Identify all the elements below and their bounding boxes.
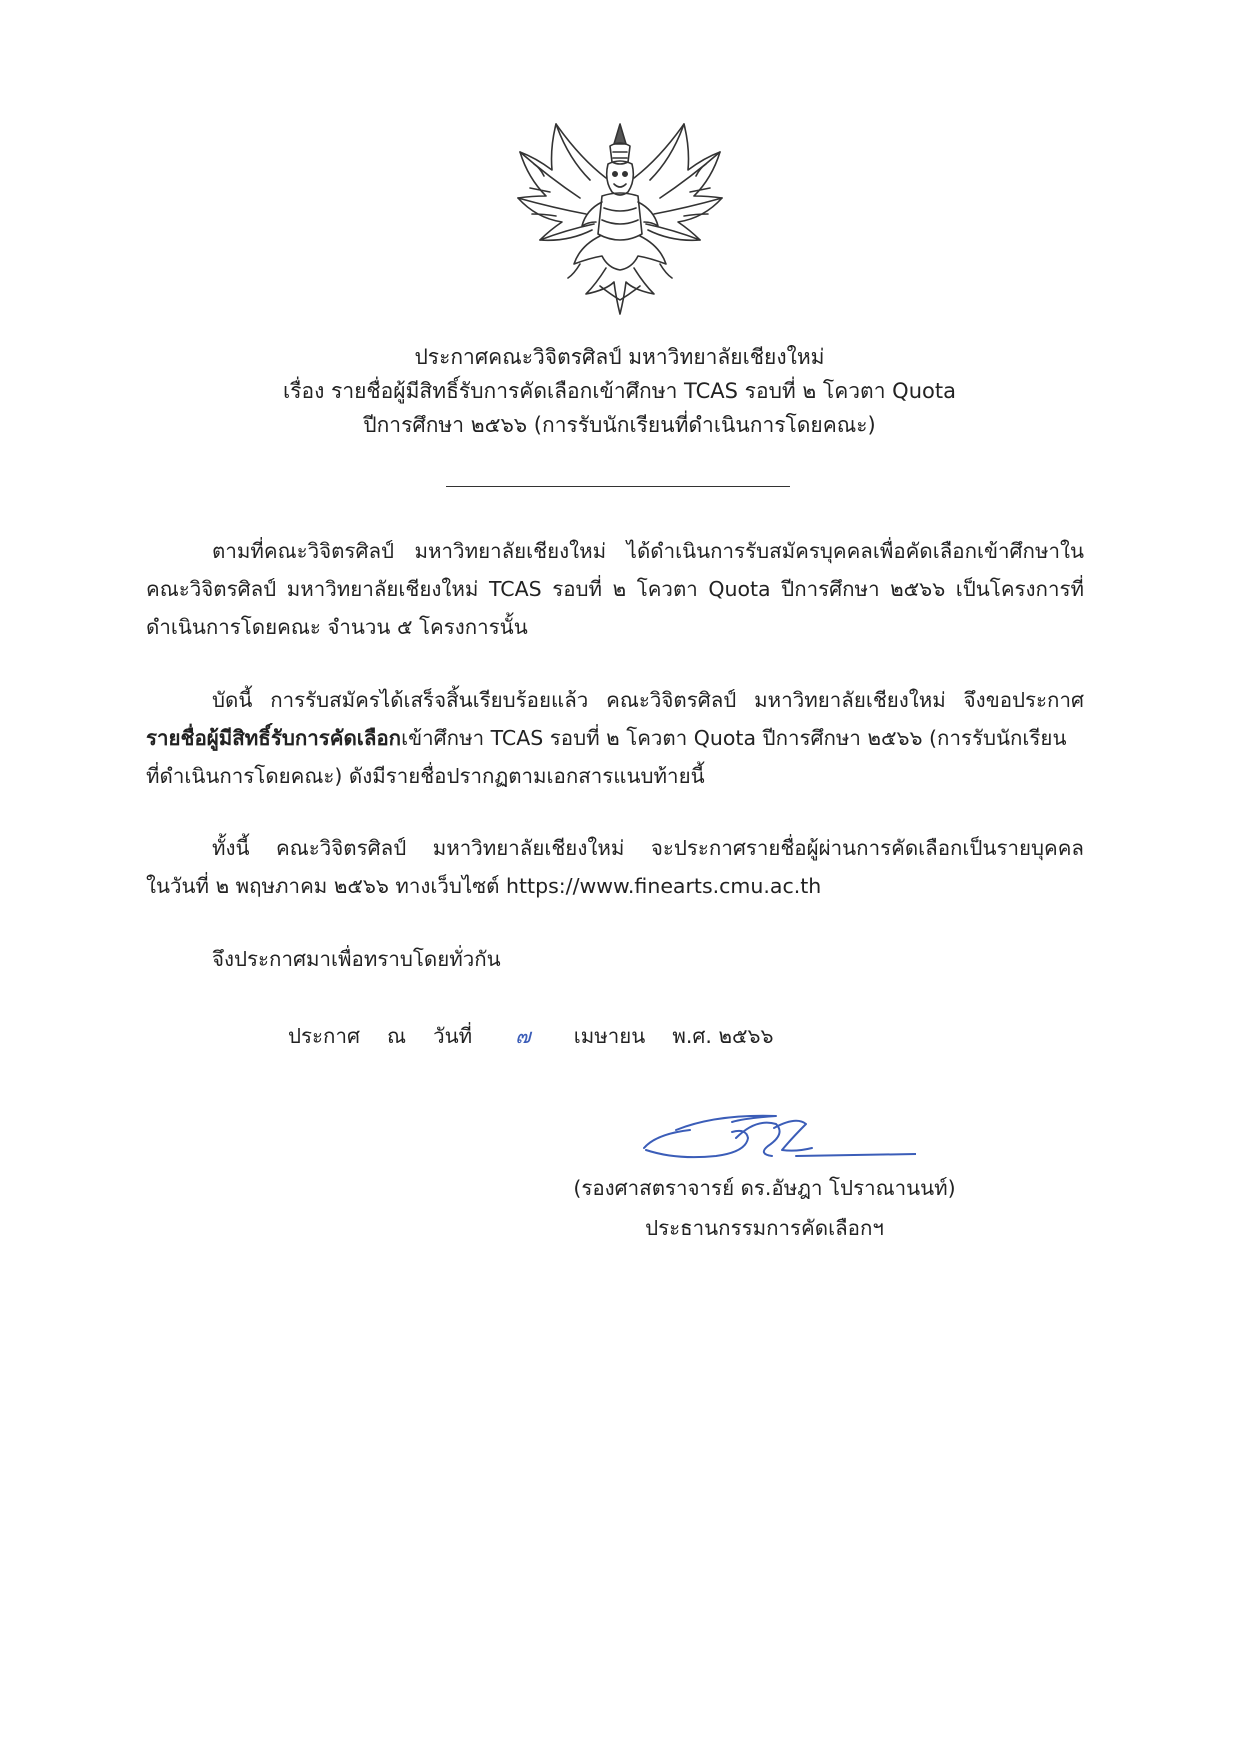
announcement-subject: เรื่อง รายชื่อผู้มีสิทธิ์รับการคัดเลือกเข้าศึกษา TCAS รอบที่ ๒ โควตา Quota: [283, 379, 956, 403]
announcement-date: [288, 1018, 774, 1054]
garuda-emblem-icon: [510, 118, 730, 318]
announcement-subject-continued: ปีการศึกษา ๒๕๖๖ (การรับนักเรียนที่ดำเนินการโดยคณะ): [363, 413, 876, 437]
paragraph-background: [146, 532, 1084, 646]
paragraph-line: ทั้งนี้ คณะวิจิตรศิลป์ มหาวิทยาลัยเชียงใหม่ จะประกาศรายชื่อผู้ผ่านการคัดเลือกเป็นรายบุคคล: [212, 836, 1084, 860]
paragraph-line-rest: เข้าศึกษา TCAS รอบที่ ๒ โควตา Quota ปีการศึกษา ๒๕๖๖ (การรับนักเรียน: [401, 726, 1067, 750]
paragraph-line-mixed: [146, 719, 1084, 757]
paragraph-line: ตามที่คณะวิจิตรศิลป์ มหาวิทยาลัยเชียงใหม่ ได้ดำเนินการรับสมัครบุคคลเพื่อคัดเลือกเข้าศึกษาใน: [212, 539, 1084, 563]
date-day-label: วันที่: [433, 1024, 473, 1048]
date-announced-label: ประกาศ: [288, 1024, 360, 1048]
paragraph-line: จึงประกาศมาเพื่อทราบโดยทั่วกัน: [212, 947, 501, 971]
date-at-label: ณ: [387, 1024, 407, 1048]
signer-position: ประธานกรรมการคัดเลือกฯ: [645, 1216, 884, 1240]
date-year: ๒๕๖๖: [718, 1024, 774, 1048]
signer-name: (รองศาสตราจารย์ ดร.อัษฎา โปราณานนท์): [573, 1176, 956, 1200]
bold-phrase: รายชื่อผู้มีสิทธิ์รับการคัดเลือก: [146, 726, 402, 750]
announcement-title: ประกาศคณะวิจิตรศิลป์ มหาวิทยาลัยเชียงใหม่: [414, 345, 825, 369]
date-day-value: ๗: [515, 1024, 531, 1048]
date-era: พ.ศ.: [672, 1024, 712, 1048]
paragraph-closing: [146, 940, 1084, 978]
paragraph-line: ในวันที่ ๒ พฤษภาคม ๒๕๖๖ ทางเว็บไซต์ https://www.finearts.cmu.ac.th: [146, 874, 822, 898]
date-month: เมษายน: [573, 1024, 646, 1048]
paragraph-line: ดำเนินการโดยคณะ จำนวน ๕ โครงการนั้น: [146, 615, 528, 639]
signer-block: [0, 1168, 1239, 1248]
paragraph-results-date: [146, 829, 1084, 905]
paragraph-line: บัดนี้ การรับสมัครได้เสร็จสิ้นเรียบร้อยแล้ว คณะวิจิตรศิลป์ มหาวิทยาลัยเชียงใหม่ จึงขอประกาศ: [212, 688, 1084, 712]
handwritten-signature-icon: [636, 1108, 916, 1168]
announcement-header: [0, 340, 1239, 442]
paragraph-line: คณะวิจิตรศิลป์ มหาวิทยาลัยเชียงใหม่ TCAS รอบที่ ๒ โควตา Quota ปีการศึกษา ๒๕๖๖ เป็นโครงการที่: [146, 577, 1084, 601]
paragraph-announcement: [146, 681, 1084, 795]
paragraph-line: ที่ดำเนินการโดยคณะ) ดังมีรายชื่อปรากฏตามเอกสารแนบท้ายนี้: [146, 764, 705, 788]
header-divider: [446, 486, 790, 487]
